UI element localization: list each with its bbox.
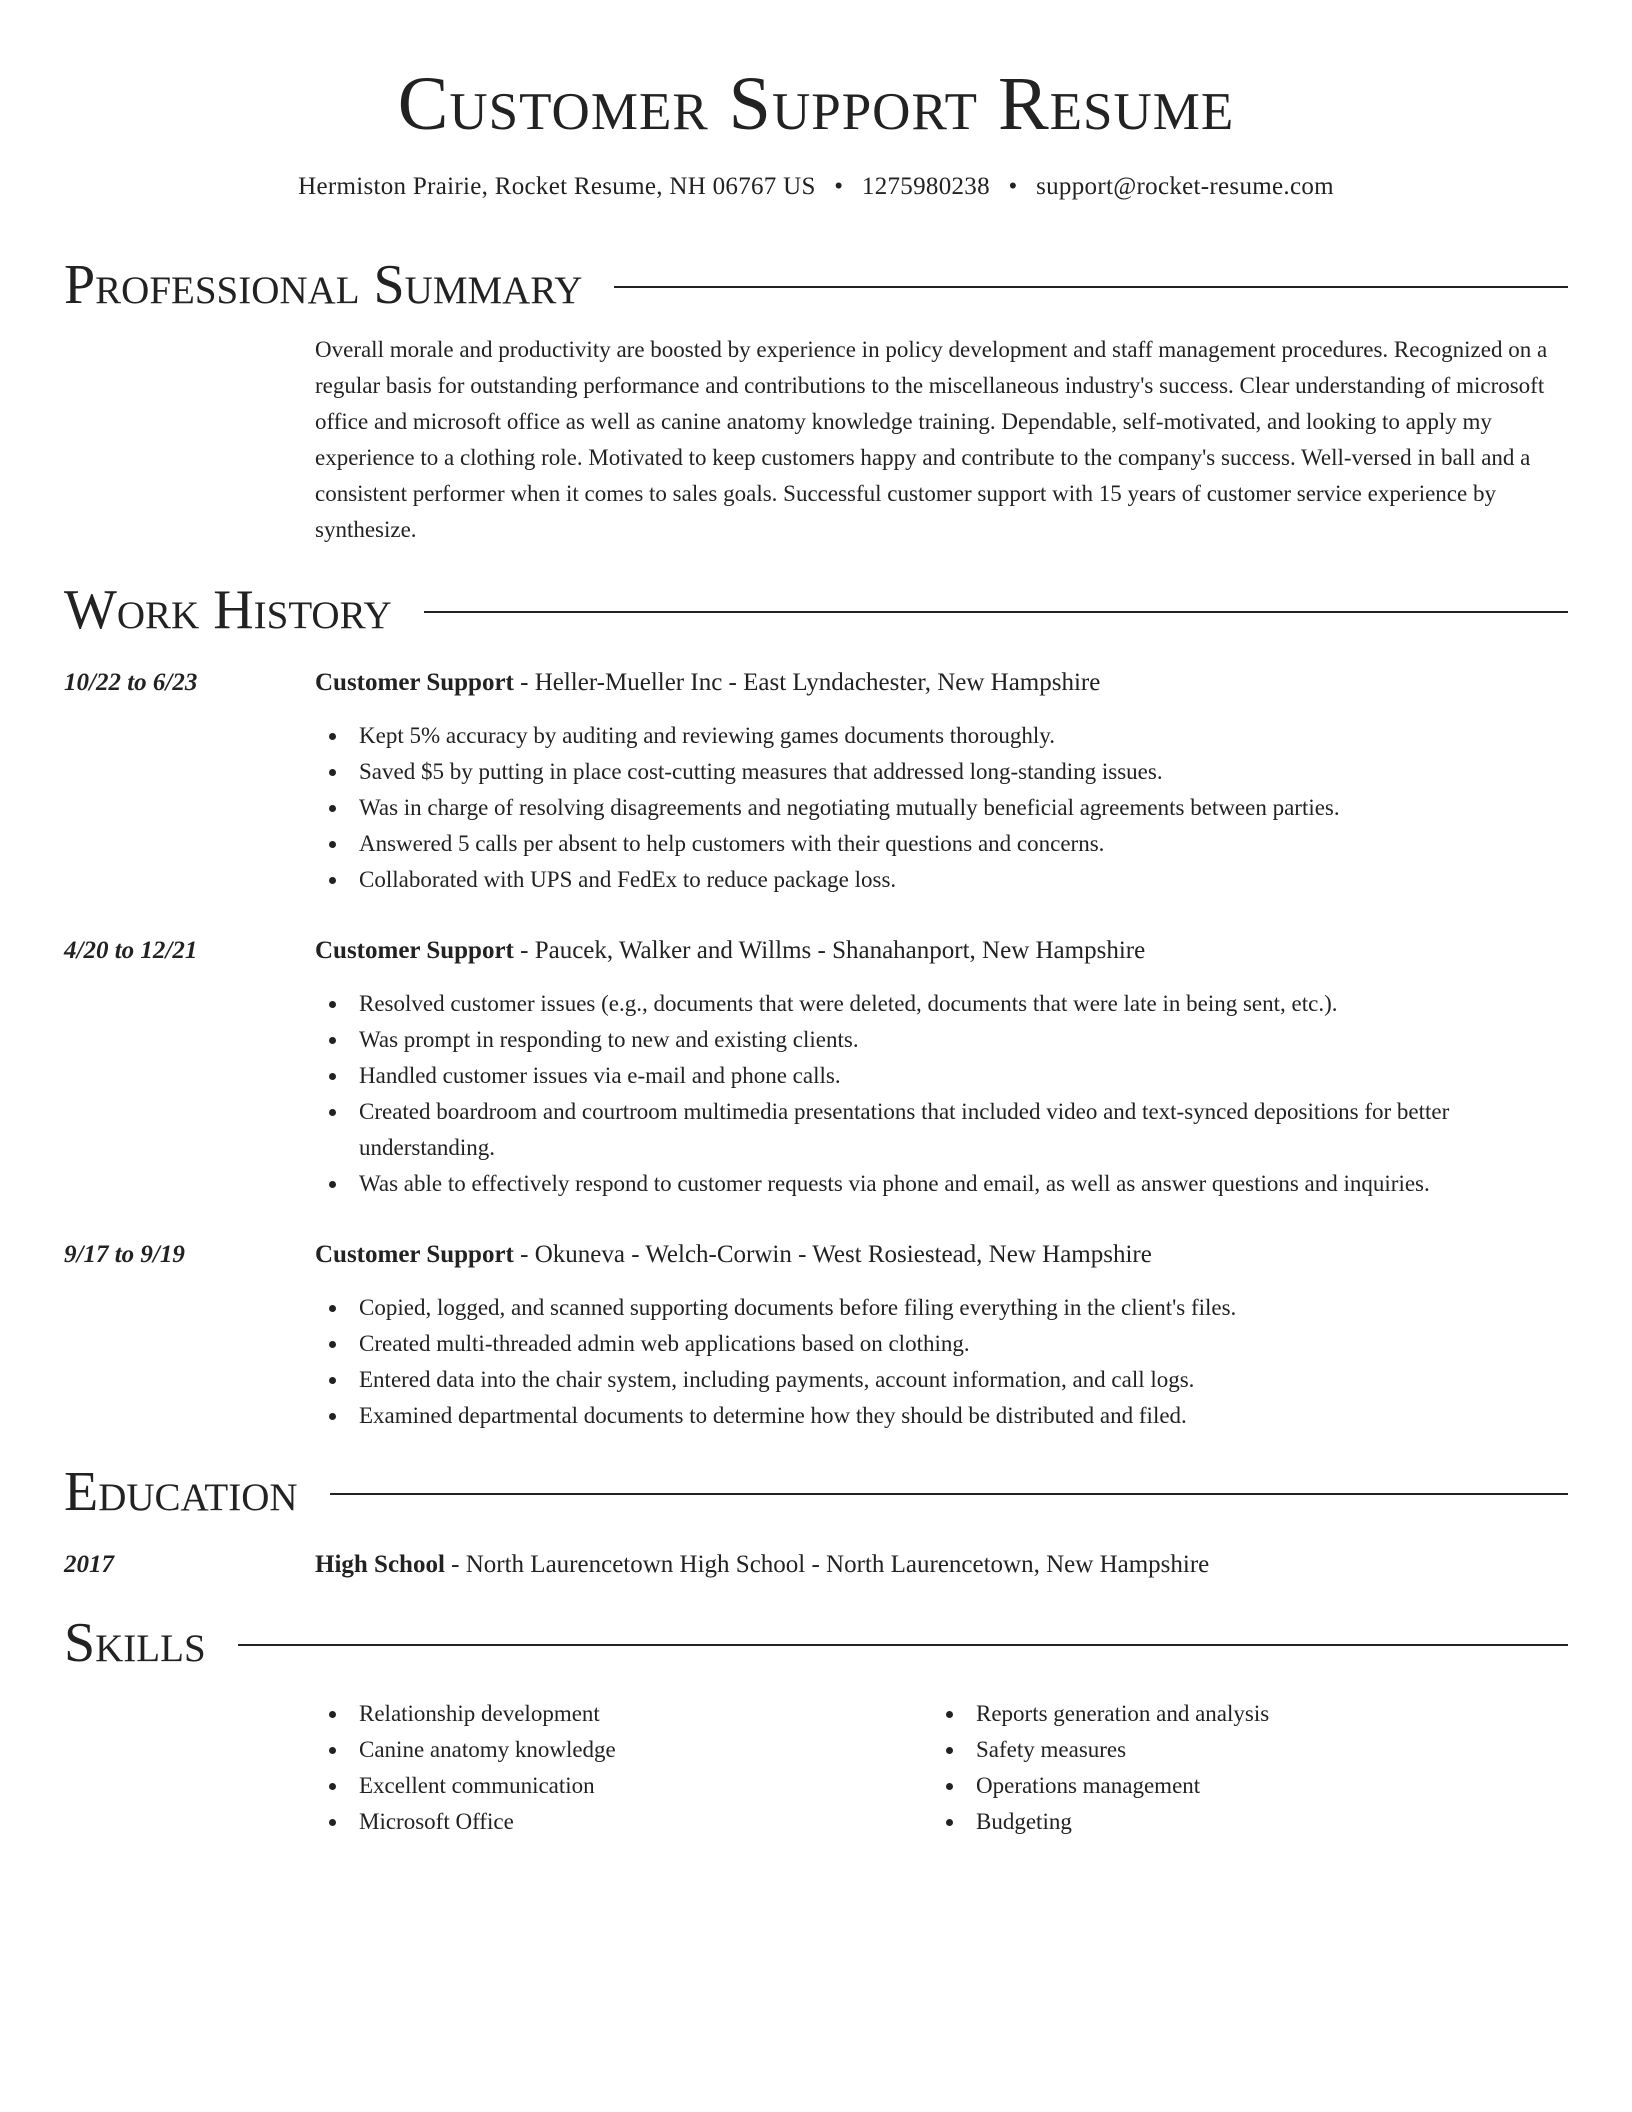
bullet-icon bbox=[329, 1109, 336, 1116]
skills-section-header bbox=[64, 1611, 1568, 1675]
job-dates: 10/22 to 6/23 bbox=[64, 669, 198, 696]
list-item bbox=[315, 1290, 1568, 1326]
work-section-header bbox=[64, 578, 1568, 642]
bullet-text: Was able to effectively respond to customer requests via phone and email, as well as answer questions and inquiries. bbox=[359, 1171, 1430, 1196]
section-divider bbox=[614, 286, 1568, 288]
bullet-text: Entered data into the chair system, including payments, account information, and call logs. bbox=[359, 1367, 1195, 1392]
skill-text: Relationship development bbox=[359, 1701, 600, 1726]
list-item bbox=[315, 754, 1568, 790]
contact-separator: • bbox=[834, 173, 844, 200]
bullet-icon bbox=[946, 1747, 953, 1754]
skill-text: Reports generation and analysis bbox=[976, 1701, 1270, 1726]
job-title-line bbox=[315, 1238, 1568, 1272]
list-item bbox=[315, 986, 1568, 1022]
summary-section-header bbox=[64, 253, 1568, 317]
job-bullets bbox=[315, 1290, 1568, 1434]
job-details: - Okuneva - Welch-Corwin - West Rosiestead, New Hampshire bbox=[513, 1241, 1152, 1268]
list-item bbox=[315, 1398, 1568, 1434]
list-item bbox=[315, 1058, 1568, 1094]
bullet-icon bbox=[329, 1783, 336, 1790]
bullet-text: Answered 5 calls per absent to help customers with their questions and concerns. bbox=[359, 831, 1105, 856]
resume-page bbox=[64, 0, 1568, 1834]
skills-heading: Skills bbox=[64, 1612, 206, 1674]
list-item bbox=[932, 1804, 1532, 1840]
job-dates: 9/17 to 9/19 bbox=[64, 1241, 185, 1268]
section-divider bbox=[330, 1493, 1568, 1495]
bullet-icon bbox=[329, 1747, 336, 1754]
job-title-line bbox=[315, 666, 1568, 700]
list-item bbox=[315, 1094, 1568, 1166]
job-bullets bbox=[315, 718, 1568, 898]
bullet-icon bbox=[946, 1783, 953, 1790]
bullet-text: Was in charge of resolving disagreements and negotiating mutually beneficial agreements between parties. bbox=[359, 795, 1340, 820]
list-item bbox=[315, 1732, 915, 1768]
bullet-icon bbox=[329, 769, 336, 776]
section-divider bbox=[424, 611, 1568, 613]
bullet-icon bbox=[329, 841, 336, 848]
bullet-text: Collaborated with UPS and FedEx to reduce package loss. bbox=[359, 867, 897, 892]
skills-list-right bbox=[932, 1696, 1532, 1840]
section-divider bbox=[238, 1644, 1568, 1646]
list-item bbox=[315, 1804, 915, 1840]
list-item bbox=[315, 862, 1568, 898]
bullet-text: Handled customer issues via e-mail and phone calls. bbox=[359, 1063, 841, 1088]
bullet-icon bbox=[329, 1037, 336, 1044]
education-line bbox=[315, 1548, 1568, 1582]
work-heading: Work History bbox=[64, 579, 392, 641]
contact-address: Hermiston Prairie, Rocket Resume, NH 06767 US bbox=[298, 173, 816, 200]
job-title-line bbox=[315, 934, 1568, 968]
bullet-icon bbox=[329, 1341, 336, 1348]
skill-text: Operations management bbox=[976, 1773, 1201, 1798]
contact-line bbox=[64, 170, 1568, 204]
education-details: - North Laurencetown High School - North Laurencetown, New Hampshire bbox=[444, 1551, 1210, 1578]
contact-phone: 1275980238 bbox=[861, 173, 990, 200]
list-item bbox=[315, 1362, 1568, 1398]
skill-text: Excellent communication bbox=[359, 1773, 595, 1798]
bullet-icon bbox=[329, 1305, 336, 1312]
bullet-text: Was prompt in responding to new and existing clients. bbox=[359, 1027, 859, 1052]
education-section-header bbox=[64, 1460, 1568, 1524]
skill-text: Safety measures bbox=[976, 1737, 1127, 1762]
list-item bbox=[315, 790, 1568, 826]
list-item bbox=[315, 1326, 1568, 1362]
job-role: Customer Support bbox=[315, 1241, 514, 1268]
summary-text: Overall morale and productivity are boosted by experience in policy development and staff management procedures. Recognized on a regular basis for outstanding performance and contributions to the miscellaneous industry's success. Clear understanding of microsoft office and microsoft office as well as canine anatomy knowledge training. Dependable, self-motivated, and looking to apply my experience to a clothing role. Motivated to keep customers happy and contribute to the company's success. Well-versed in ball and a consistent performer when it comes to sales goals. Successful customer support with 15 years of customer service experience by synthesize. bbox=[315, 337, 1548, 542]
list-item bbox=[932, 1732, 1532, 1768]
bullet-text: Created boardroom and courtroom multimedia presentations that included video and text-synced depositions for better understanding. bbox=[359, 1099, 1450, 1160]
skill-text: Microsoft Office bbox=[359, 1809, 514, 1834]
bullet-icon bbox=[329, 877, 336, 884]
list-item bbox=[315, 1696, 915, 1732]
job-bullets bbox=[315, 986, 1568, 1202]
job-role: Customer Support bbox=[315, 669, 514, 696]
skills-list-left bbox=[315, 1696, 915, 1840]
bullet-icon bbox=[946, 1711, 953, 1718]
resume-title: Customer Support Resume bbox=[397, 62, 1235, 146]
skill-text: Canine anatomy knowledge bbox=[359, 1737, 616, 1762]
job-role: Customer Support bbox=[315, 937, 514, 964]
list-item bbox=[932, 1696, 1532, 1732]
bullet-text: Created multi-threaded admin web applications based on clothing. bbox=[359, 1331, 970, 1356]
job-details: - Heller-Mueller Inc - East Lyndachester, New Hampshire bbox=[513, 669, 1101, 696]
list-item bbox=[315, 1022, 1568, 1058]
list-item bbox=[315, 718, 1568, 754]
education-heading: Education bbox=[64, 1461, 298, 1523]
bullet-text: Copied, logged, and scanned supporting documents before filing everything in the client's files. bbox=[359, 1295, 1237, 1320]
contact-email: support@rocket-resume.com bbox=[1036, 173, 1334, 200]
contact-separator: • bbox=[1008, 173, 1018, 200]
bullet-icon bbox=[946, 1819, 953, 1826]
education-year: 2017 bbox=[64, 1551, 114, 1578]
bullet-text: Examined departmental documents to determine how they should be distributed and filed. bbox=[359, 1403, 1187, 1428]
bullet-icon bbox=[329, 1181, 336, 1188]
bullet-icon bbox=[329, 1711, 336, 1718]
bullet-text: Saved $5 by putting in place cost-cutting measures that addressed long-standing issues. bbox=[359, 759, 1163, 784]
summary-heading: Professional Summary bbox=[64, 254, 583, 316]
job-details: - Paucek, Walker and Willms - Shanahanport, New Hampshire bbox=[513, 937, 1146, 964]
bullet-icon bbox=[329, 1073, 336, 1080]
list-item bbox=[315, 1166, 1568, 1202]
bullet-icon bbox=[329, 1377, 336, 1384]
bullet-icon bbox=[329, 805, 336, 812]
list-item bbox=[315, 1768, 915, 1804]
bullet-icon bbox=[329, 733, 336, 740]
list-item bbox=[932, 1768, 1532, 1804]
bullet-icon bbox=[329, 1001, 336, 1008]
bullet-text: Kept 5% accuracy by auditing and reviewing games documents thoroughly. bbox=[359, 723, 1055, 748]
list-item bbox=[315, 826, 1568, 862]
education-degree: High School bbox=[315, 1551, 445, 1578]
bullet-text: Resolved customer issues (e.g., documents that were deleted, documents that were late in being sent, etc.). bbox=[359, 991, 1338, 1016]
bullet-icon bbox=[329, 1819, 336, 1826]
job-dates: 4/20 to 12/21 bbox=[64, 937, 198, 964]
bullet-icon bbox=[329, 1413, 336, 1420]
skill-text: Budgeting bbox=[976, 1809, 1072, 1834]
